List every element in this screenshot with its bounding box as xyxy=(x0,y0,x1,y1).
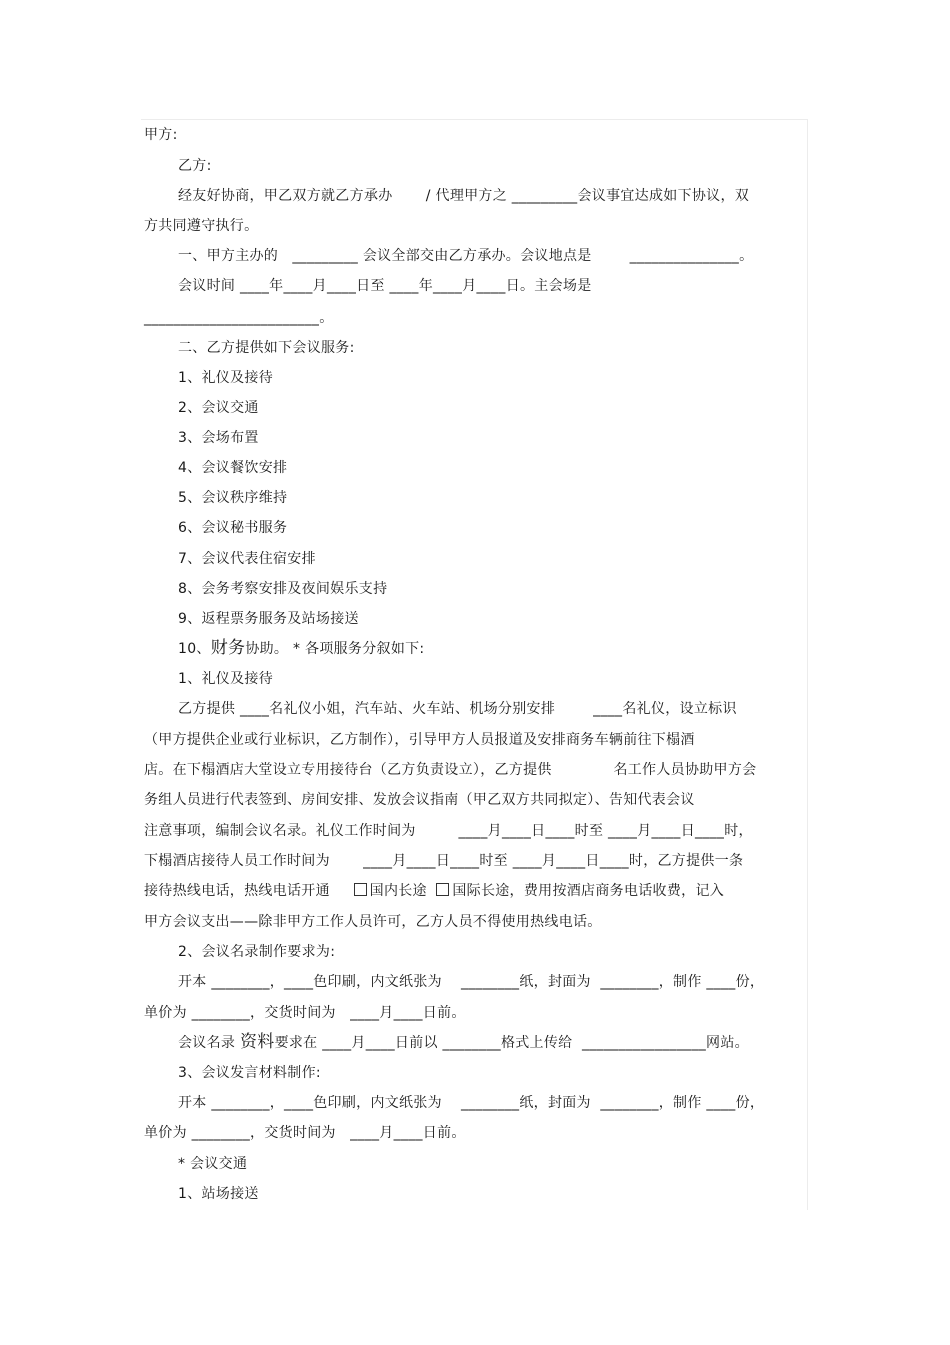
international-label: 国际长途，费用按酒店商务电话收费，记入 xyxy=(452,883,725,899)
service-item-6: 6、会议秘书服务 xyxy=(178,520,288,536)
section-3-line-2: 单价为 ________，交货时间为 ____月____日前。 xyxy=(144,1125,466,1141)
intro-line-1: 经友好协商，甲乙双方就乙方承办 / 代理甲方之 _________会议事宜达成如下协议，双 xyxy=(178,188,750,204)
section-3-heading: 3、会议发言材料制作: xyxy=(178,1065,321,1081)
service-item-2: 2、会议交通 xyxy=(178,400,259,416)
directory-text: 会议名录 xyxy=(178,1035,240,1051)
transport-heading: * 会议交通 xyxy=(178,1156,248,1172)
section-3-line-1: 开本 ________，____色印刷，内文纸张为 ________纸，封面为 ________，制作 ____份， xyxy=(178,1095,765,1111)
item-10-rest: 协助。 * 各项服务分叙如下: xyxy=(245,641,425,657)
section-1-line-2: （甲方提供企业或行业标识，乙方制作），引导甲方人员报道及安排商务车辆前往下榻酒 xyxy=(144,732,695,748)
section-2-line-3 xyxy=(178,1032,749,1053)
section-1-line-3: 店。在下榻酒店大堂设立专用接待台（乙方负责设立），乙方提供 名工作人员协助甲方会 xyxy=(144,762,757,778)
service-item-4: 4、会议餐饮安排 xyxy=(178,460,288,476)
service-item-10 xyxy=(178,638,424,659)
section-1-line-5: 注意事项，编制会议名录。礼仪工作时间为 ____月____日____时至 ____月____日____时， xyxy=(144,823,753,839)
service-item-8: 8、会务考察安排及夜间娱乐支持 xyxy=(178,581,388,597)
clause-2-heading: 二、乙方提供如下会议服务: xyxy=(178,340,355,356)
section-1-line-6: 下榻酒店接待人员工作时间为 ____月____日____时至 ____月____日____时，乙方提供一条 xyxy=(144,853,744,869)
transport-item-1: 1、站场接送 xyxy=(178,1186,259,1202)
hotline-text: 接待热线电话，热线电话开通 xyxy=(144,883,354,899)
service-item-7: 7、会议代表住宿安排 xyxy=(178,551,316,567)
directory-data-word: 资料 xyxy=(239,1032,275,1052)
international-checkbox[interactable] xyxy=(436,883,449,896)
section-1-heading: 1、礼仪及接待 xyxy=(178,671,274,687)
clause-1-line-2: 会议时间 ____年____月____日至 ____年____月____日。主会场是 xyxy=(178,278,592,294)
section-2-heading: 2、会议名录制作要求为: xyxy=(178,944,336,960)
item-10-finance-word: 财务 xyxy=(210,638,246,658)
section-1-line-8: 甲方会议支出——除非甲方工作人员许可，乙方人员不得使用热线电话。 xyxy=(144,914,602,930)
section-1-line-1: 乙方提供 ____名礼仪小姐，汽车站、火车站、机场分别安排 ____名礼仪，设立标识 xyxy=(178,701,737,717)
clause-1-line-3: ________________________。 xyxy=(144,310,334,326)
party-b-label: 乙方: xyxy=(178,158,212,174)
service-item-1: 1、礼仪及接待 xyxy=(178,370,274,386)
service-item-3: 3、会场布置 xyxy=(178,430,259,446)
section-2-line-1: 开本 ________，____色印刷，内文纸张为 ________纸，封面为 ________，制作 ____份， xyxy=(178,974,765,990)
service-item-5: 5、会议秩序维持 xyxy=(178,490,288,506)
section-1-line-4: 务组人员进行代表签到、房间安排、发放会议指南（甲乙双方共同拟定）、告知代表会议 xyxy=(144,792,695,808)
clause-1-line-1: 一、甲方主办的 _________ 会议全部交由乙方承办。会议地点是 _______________。 xyxy=(178,248,754,264)
section-2-line-2: 单价为 ________，交货时间为 ____月____日前。 xyxy=(144,1005,466,1021)
directory-rest: 要求在 ____月____日前以 ________格式上传给 _________________网站。 xyxy=(274,1035,749,1051)
domestic-label: 国内长途 xyxy=(369,883,437,899)
section-1-line-7 xyxy=(144,881,724,901)
domestic-checkbox[interactable] xyxy=(354,883,367,896)
intro-line-2: 方共同遵守执行。 xyxy=(144,218,259,234)
item-10-number: 10、 xyxy=(178,641,211,657)
service-item-9: 9、返程票务服务及站场接送 xyxy=(178,611,359,627)
party-a-label: 甲方: xyxy=(144,127,178,143)
